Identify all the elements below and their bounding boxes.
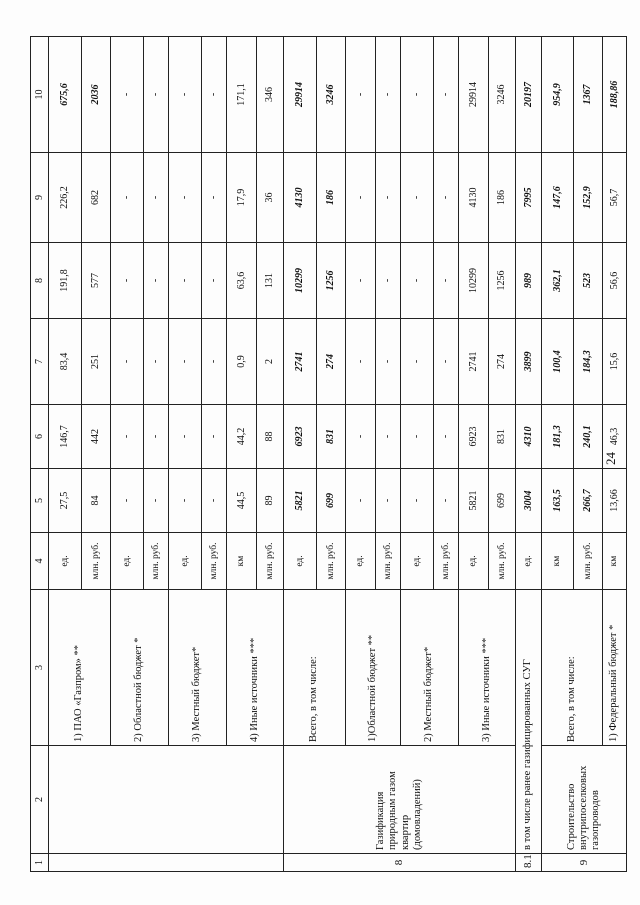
value-cell: - <box>434 469 459 533</box>
header-cell: 9 <box>31 153 49 243</box>
value-cell: 186 <box>489 153 516 243</box>
value-cell: - <box>434 405 459 469</box>
row-number: 8 <box>284 854 516 872</box>
unit-cell: млн. руб. <box>144 533 169 590</box>
header-cell: 4 <box>31 533 49 590</box>
value-cell: 5821 <box>284 469 317 533</box>
value-cell: 147,6 <box>542 153 574 243</box>
unit-cell: ед. <box>111 533 144 590</box>
value-cell: 1256 <box>317 243 346 319</box>
value-cell: - <box>346 153 376 243</box>
value-cell: 84 <box>82 469 111 533</box>
value-cell: 36 <box>257 153 284 243</box>
row-number-cell <box>49 854 284 872</box>
value-cell: 1367 <box>574 37 603 153</box>
value-cell: 3246 <box>489 37 516 153</box>
unit-cell: ед. <box>401 533 434 590</box>
value-cell: 1256 <box>489 243 516 319</box>
header-cell: 10 <box>31 37 49 153</box>
value-cell: - <box>202 405 227 469</box>
value-cell: 152,9 <box>574 153 603 243</box>
value-cell: 56,6 <box>603 243 627 319</box>
value-cell: 188,86 <box>603 37 627 153</box>
value-cell: - <box>401 405 434 469</box>
unit-cell: ед. <box>459 533 489 590</box>
value-cell: 191,8 <box>49 243 82 319</box>
value-cell: - <box>111 153 144 243</box>
value-cell: 3004 <box>516 469 542 533</box>
value-cell: - <box>401 153 434 243</box>
row-name: Газификация природным газом квартир (домовладений) <box>284 746 516 854</box>
unit-cell: км <box>542 533 574 590</box>
value-cell: - <box>434 153 459 243</box>
value-cell: - <box>434 319 459 405</box>
value-cell: 63,6 <box>227 243 257 319</box>
value-cell: - <box>111 405 144 469</box>
value-cell: 163,5 <box>542 469 574 533</box>
value-cell: - <box>111 243 144 319</box>
value-cell: 29914 <box>284 37 317 153</box>
value-cell: 251 <box>82 319 111 405</box>
unit-cell: ед. <box>346 533 376 590</box>
value-cell: - <box>144 243 169 319</box>
value-cell: - <box>169 405 202 469</box>
value-cell: 3246 <box>317 37 346 153</box>
value-cell: 954,9 <box>542 37 574 153</box>
source-cell: 1) ПАО «Газпром» ** <box>49 590 111 746</box>
value-cell: 3899 <box>516 319 542 405</box>
unit-cell: млн. руб. <box>82 533 111 590</box>
value-cell: 10299 <box>284 243 317 319</box>
value-cell: 171,1 <box>227 37 257 153</box>
header-row <box>31 37 49 872</box>
value-cell: 10299 <box>459 243 489 319</box>
table-body <box>31 37 627 872</box>
value-cell: 56,7 <box>603 153 627 243</box>
value-cell: - <box>401 469 434 533</box>
table-row <box>49 37 82 872</box>
value-cell: - <box>144 469 169 533</box>
unit-cell: ед. <box>516 533 542 590</box>
value-cell: - <box>434 37 459 153</box>
source-cell: Всего, в том числе: <box>284 590 346 746</box>
value-cell: 27,5 <box>49 469 82 533</box>
value-cell: - <box>202 37 227 153</box>
value-cell: 6923 <box>284 405 317 469</box>
unit-cell: ед. <box>284 533 317 590</box>
value-cell: 2 <box>257 319 284 405</box>
header-cell: 8 <box>31 243 49 319</box>
row-name: Строительство внутрипоселковых газопроводов <box>542 746 627 854</box>
header-cell: 2 <box>31 746 49 854</box>
value-cell: - <box>169 243 202 319</box>
value-cell: - <box>144 405 169 469</box>
source-cell: 1)Областной бюджет ** <box>346 590 401 746</box>
value-cell: 2036 <box>82 37 111 153</box>
value-cell: 29914 <box>459 37 489 153</box>
value-cell: 7995 <box>516 153 542 243</box>
value-cell: - <box>401 243 434 319</box>
source-cell: Всего, в том числе: <box>542 590 603 746</box>
header-cell: 5 <box>31 469 49 533</box>
value-cell: - <box>376 319 401 405</box>
value-cell: - <box>376 37 401 153</box>
value-cell: 523 <box>574 243 603 319</box>
source-cell: 2) Местный бюджет* <box>401 590 459 746</box>
value-cell: 146,7 <box>49 405 82 469</box>
value-cell: 226,2 <box>49 153 82 243</box>
value-cell: 831 <box>489 405 516 469</box>
value-cell: - <box>376 243 401 319</box>
value-cell: 13,66 <box>603 469 627 533</box>
value-cell: - <box>111 37 144 153</box>
value-cell: 15,6 <box>603 319 627 405</box>
value-cell: - <box>376 405 401 469</box>
value-cell: 184,3 <box>574 319 603 405</box>
value-cell: 83,4 <box>49 319 82 405</box>
value-cell: - <box>144 37 169 153</box>
program-table <box>30 36 627 872</box>
value-cell: 346 <box>257 37 284 153</box>
value-cell: - <box>169 37 202 153</box>
unit-cell: км <box>227 533 257 590</box>
table-row <box>516 37 542 872</box>
value-cell: 5821 <box>459 469 489 533</box>
header-cell: 7 <box>31 319 49 405</box>
value-cell: 46,3 <box>603 405 627 469</box>
value-cell: 17,9 <box>227 153 257 243</box>
source-cell: 3) Иные источники *** <box>459 590 516 746</box>
value-cell: 4130 <box>284 153 317 243</box>
value-cell: - <box>434 243 459 319</box>
value-cell: - <box>346 37 376 153</box>
value-cell: - <box>202 153 227 243</box>
source-cell: 1) Федеральный бюджет * <box>603 590 627 746</box>
unit-cell: ед. <box>49 533 82 590</box>
value-cell: 831 <box>317 405 346 469</box>
value-cell: - <box>144 153 169 243</box>
value-cell: - <box>144 319 169 405</box>
row-number: 9 <box>542 854 627 872</box>
unit-cell: км <box>603 533 627 590</box>
value-cell: 89 <box>257 469 284 533</box>
value-cell: 181,3 <box>542 405 574 469</box>
table-row <box>542 37 574 872</box>
value-cell: - <box>169 319 202 405</box>
value-cell: 0,9 <box>227 319 257 405</box>
value-cell: 44,2 <box>227 405 257 469</box>
value-cell: 2741 <box>459 319 489 405</box>
value-cell: - <box>376 153 401 243</box>
value-cell: 682 <box>82 153 111 243</box>
value-cell: - <box>346 243 376 319</box>
value-cell: - <box>401 37 434 153</box>
value-cell: - <box>202 469 227 533</box>
value-cell: 240,1 <box>574 405 603 469</box>
table-row <box>284 37 317 872</box>
value-cell: 577 <box>82 243 111 319</box>
value-cell: 6923 <box>459 405 489 469</box>
value-cell: - <box>346 319 376 405</box>
value-cell: - <box>111 469 144 533</box>
value-cell: 442 <box>82 405 111 469</box>
value-cell: 4310 <box>516 405 542 469</box>
value-cell: 699 <box>489 469 516 533</box>
unit-cell: млн. руб. <box>257 533 284 590</box>
row-number: 8.1 <box>516 854 542 872</box>
unit-cell: млн. руб. <box>574 533 603 590</box>
value-cell: - <box>202 319 227 405</box>
value-cell: 186 <box>317 153 346 243</box>
value-cell: - <box>376 469 401 533</box>
unit-cell: млн. руб. <box>376 533 401 590</box>
value-cell: - <box>169 469 202 533</box>
value-cell: 274 <box>317 319 346 405</box>
row-name-cell <box>49 746 284 854</box>
value-cell: 699 <box>317 469 346 533</box>
value-cell: - <box>346 469 376 533</box>
source-cell: 3) Местный бюджет* <box>169 590 227 746</box>
value-cell: 675,6 <box>49 37 82 153</box>
value-cell: 44,5 <box>227 469 257 533</box>
value-cell: - <box>401 319 434 405</box>
value-cell: 88 <box>257 405 284 469</box>
source-cell: 4) Иные источники *** <box>227 590 284 746</box>
unit-cell: ед. <box>169 533 202 590</box>
unit-cell: млн. руб. <box>317 533 346 590</box>
value-cell: - <box>202 243 227 319</box>
value-cell: - <box>169 153 202 243</box>
source-cell: 2) Областной бюджет * <box>111 590 169 746</box>
value-cell: 20197 <box>516 37 542 153</box>
header-cell: 3 <box>31 590 49 746</box>
value-cell: - <box>346 405 376 469</box>
header-cell: 1 <box>31 854 49 872</box>
value-cell: 362,1 <box>542 243 574 319</box>
unit-cell: млн. руб. <box>434 533 459 590</box>
value-cell: 100,4 <box>542 319 574 405</box>
value-cell: - <box>111 319 144 405</box>
row-span-text: в том числе ранее газифицированных СУГ <box>516 590 542 854</box>
value-cell: 4130 <box>459 153 489 243</box>
value-cell: 131 <box>257 243 284 319</box>
page-number: 24 <box>603 452 618 465</box>
unit-cell: млн. руб. <box>202 533 227 590</box>
value-cell: 2741 <box>284 319 317 405</box>
header-cell: 6 <box>31 405 49 469</box>
unit-cell: млн. руб. <box>489 533 516 590</box>
value-cell: 266,7 <box>574 469 603 533</box>
value-cell: 989 <box>516 243 542 319</box>
value-cell: 274 <box>489 319 516 405</box>
